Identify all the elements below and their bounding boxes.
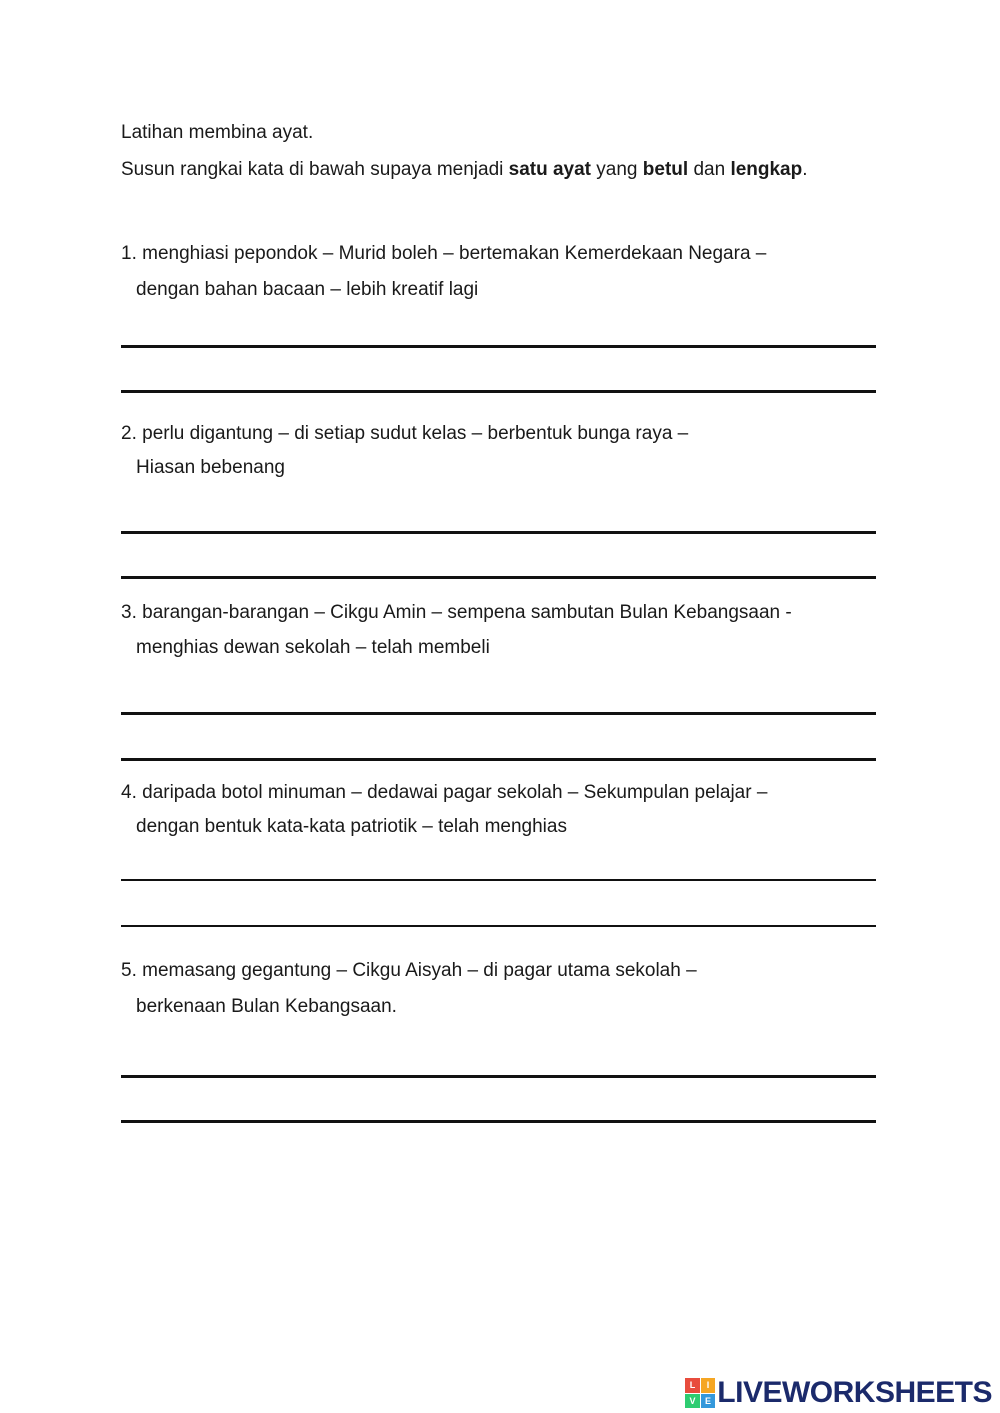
logo-mark-letter: I [701,1378,716,1393]
worksheet-instruction [121,158,808,182]
logo-mark-letter: E [701,1394,716,1409]
logo-mark-icon [685,1378,715,1408]
question-2-answer-line-1[interactable] [121,531,876,534]
question-4-answer-line-1[interactable] [121,879,876,881]
logo-mark-letter: L [685,1378,700,1393]
instruction-emphasis: betul [642,159,689,180]
question-2-answer-line-2[interactable] [121,576,876,579]
question-4-answer-line-2[interactable] [121,925,876,927]
question-3-line-1: 3. barangan-barangan – Cikgu Amin – sempena sambutan Bulan Kebangsaan - [121,602,792,623]
question-5-answer-line-2[interactable] [121,1120,876,1123]
instruction-text: yang [591,159,643,180]
question-1-line-2: dengan bahan bacaan – lebih kreatif lagi [136,279,479,300]
instruction-emphasis: satu ayat [508,159,592,180]
instruction-text: Susun rangkai kata di bawah supaya menjadi [121,159,509,180]
question-1-answer-line-2[interactable] [121,390,876,393]
question-3-answer-line-2[interactable] [121,758,876,761]
logo-mark-letter: V [685,1394,700,1409]
question-3-answer-line-1[interactable] [121,712,876,715]
instruction-text: dan [688,159,731,180]
question-5-line-2: berkenaan Bulan Kebangsaan. [136,996,397,1017]
question-4-line-1: 4. daripada botol minuman – dedawai pagar sekolah – Sekumpulan pelajar – [121,782,768,803]
question-4-line-2: dengan bentuk kata-kata patriotik – telah menghias [136,816,567,837]
question-2-line-1: 2. perlu digantung – di setiap sudut kelas – berbentuk bunga raya – [121,423,689,444]
liveworksheets-logo [685,1376,992,1410]
question-2-line-2: Hiasan bebenang [136,457,285,478]
worksheet-title: Latihan membina ayat. [121,122,314,143]
instruction-text: . [802,159,808,180]
question-1-line-1: 1. menghiasi pepondok – Murid boleh – bertemakan Kemerdekaan Negara – [121,243,767,264]
logo-wordmark: LIVEWORKSHEETS [717,1376,992,1409]
question-5-answer-line-1[interactable] [121,1075,876,1078]
question-3-line-2: menghias dewan sekolah – telah membeli [136,637,490,658]
instruction-emphasis: lengkap [730,159,803,180]
question-5-line-1: 5. memasang gegantung – Cikgu Aisyah – di pagar utama sekolah – [121,960,697,981]
question-1-answer-line-1[interactable] [121,345,876,348]
